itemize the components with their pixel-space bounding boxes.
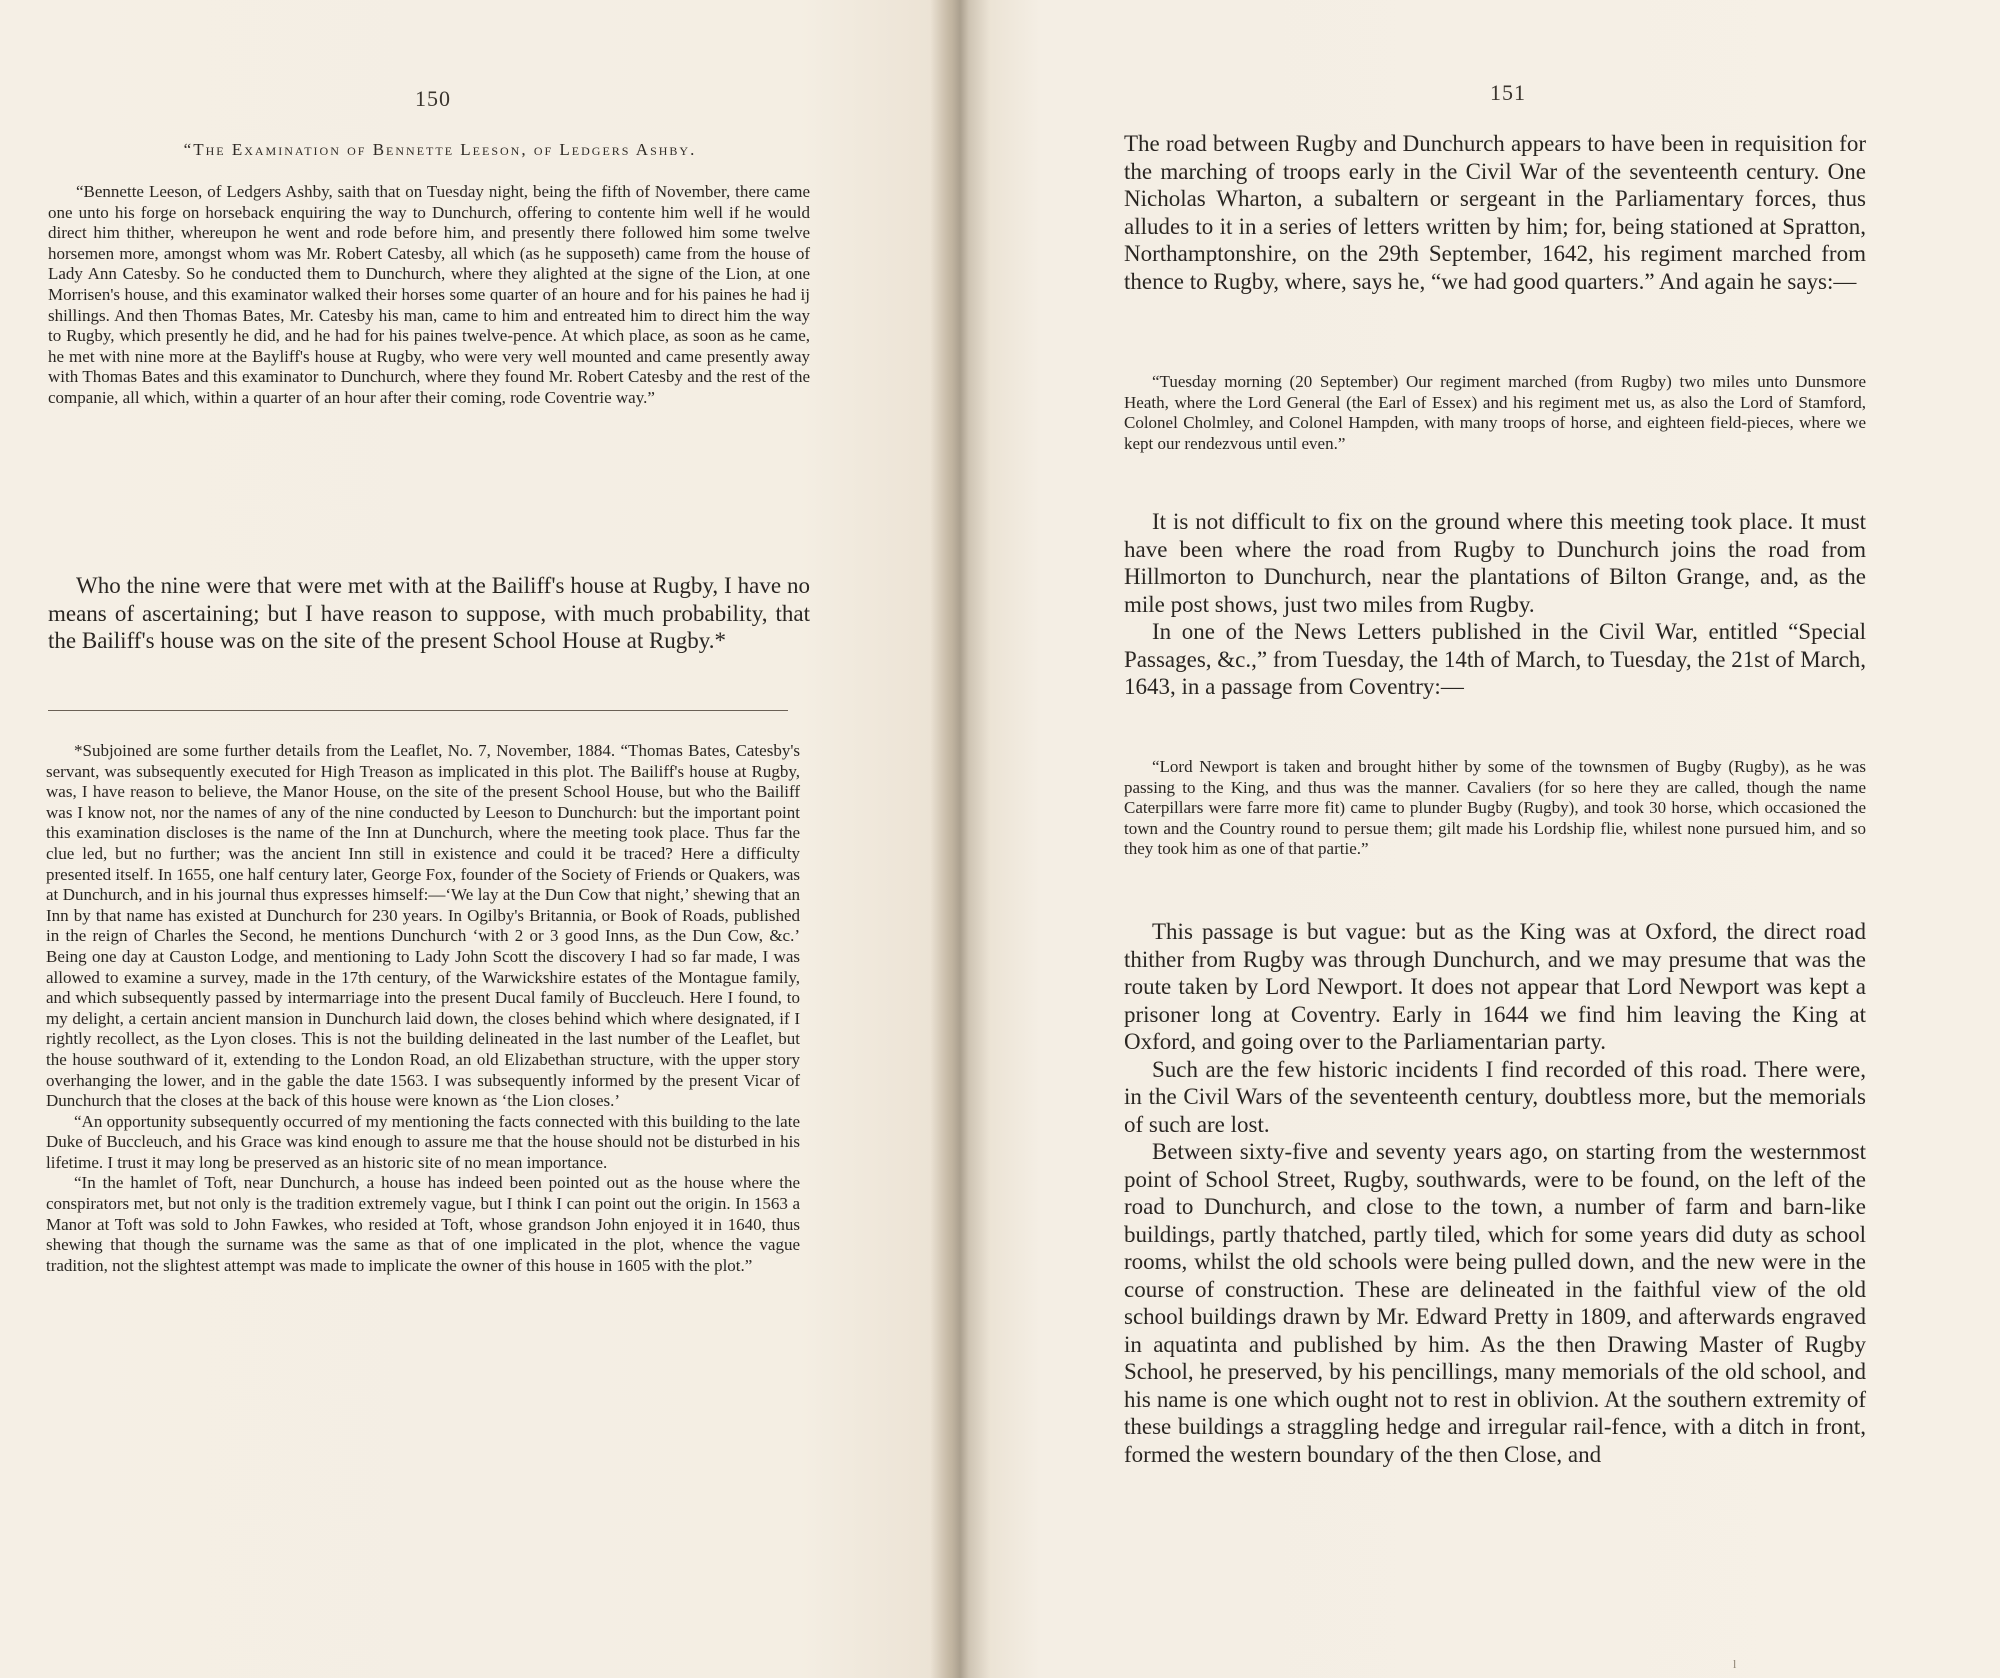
body-paragraph: Such are the few historic incidents I find recorded of this road. There were, in the Civil Wars of the seventeenth century, doubtless more, but the memorials of such are lost.: [1124, 1056, 1866, 1137]
footnote-paragraph: *Subjoined are some further details from the Leaflet, No. 7, November, 1884. “Thomas Bates, Catesby's servant, was subsequently executed for High Treason as implicated in this plot. The Bailiff's house at Rugby, was, I have reason to believe, the Manor House, on the site of the present School House, but who the Bailiff was I know not, nor the names of any of the nine conducted by Leeson to Dunchurch: but the important point this examination discloses is the name of the Inn at Dunchurch, where the meeting took place. Thus far the clue led, but no further; was the ancient Inn still in existence and could it be traced? Here a difficulty presented itself. In 1655, one half century later, George Fox, founder of the Society of Friends or Quakers, was at Dunchurch, and in his journal thus expresses himself:—‘We lay at the Dun Cow that night,’ shewing that an Inn by that name has existed at Dunchurch for 230 years. In Ogilby's Britannia, or Book of Roads, published in the reign of Charles the Second, he mentions Dunchurch ‘with 2 or 3 good Inns, as the Dun Cow, &c.’ Being one day at Causton Lodge, and mentioning to Lady John Scott the discovery I had so far made, I was allowed to examine a survey, made in the 17th century, of the Warwickshire estates of the Montague family, and which subsequently passed by intermarriage into the present Ducal family of Buccleuch. Here I found, to my delight, a certain ancient mansion in Dunchurch laid down, the closes behind which where designated, if I rightly recollect, as the Lyon closes. This is not the building delineated in the last number of the Leaflet, but the house southward of it, extending to the London Road, an old Elizabethan structure, with the upper story overhanging the lower, and in the gable the date 1563. I was subsequently informed by the present Vicar of Dunchurch that the closes at the back of this house were known as ‘the Lion closes.’: [46, 741, 800, 1111]
bailiff-house-paragraph: Who the nine were that were met with at the Bailiff's house at Rugby, I have no means of ascertaining; but I have reason to suppose, with much probability, that the Bailiff's house was on the site of the present School House at Rugby.*: [48, 573, 810, 653]
wharton-quote: “Tuesday morning (20 September) Our regiment marched (from Rugby) two miles unto Dunsmore Heath, where the Lord General (the Earl of Essex) and his regiment met us, as also the Lord of Stamford, Colonel Cholmley, and Colonel Hampden, with many troops of horse, and eighteen field-pieces, where we kept our rendezvous until even.”: [1124, 372, 1866, 453]
meeting-place-section: [1124, 508, 1866, 701]
examination-heading: “The Examination of Bennette Leeson, of Ledgers Ashby.: [183, 140, 697, 159]
right-page-number: 151: [1490, 80, 1526, 105]
footnote-paragraph: “An opportunity subsequently occurred of my mentioning the facts connected with this building to the late Duke of Buccleuch, and his Grace was kind enough to assure me that the house should not be disturbed in his lifetime. I trust it may long be preserved as an historic site of no mean importance.: [46, 1111, 800, 1172]
footnote-paragraph: “In the hamlet of Toft, near Dunchurch, a house has indeed been pointed out as the house where the conspirators met, but not only is the tradition extremely vague, but I think I can point out the origin. In 1563 a Manor at Toft was sold to John Fawkes, who resided at Toft, whose grandson John enjoyed it in 1640, thus shewing that though the surname was the same as that of one implicated in the plot, whence the vague tradition, not the slightest attempt was made to implicate the owner of this house in 1605 with the plot.”: [46, 1173, 800, 1275]
corner-mark: l: [1733, 1657, 1737, 1671]
school-buildings-section: [1124, 918, 1866, 1468]
body-paragraph: Between sixty-five and seventy years ago, on starting from the westernmost point of School Street, Rugby, southwards, were to be found, on the left of the road to Dunchurch, and close to the town, a number of farm and barn-like buildings, partly thatched, partly tiled, which for some years did duty as school rooms, whilst the old schools were being pulled down, and the new were in the course of construction. These are delineated in the faithful view of the old school buildings drawn by Mr. Edward Pretty in 1809, and afterwards engraved in aquatinta and published by him. As the then Drawing Master of Rugby School, he preserved, by his pencillings, many memorials of the old school, and his name is one which ought not to rest in oblivion. At the southern extremity of these buildings a straggling hedge and irregular rail-fence, with a ditch in front, formed the western boundary of the then Close, and: [1124, 1139, 1866, 1467]
body-paragraph: This passage is but vague: but as the King was at Oxford, the direct road thither from Rugby was through Dunchurch, and we may presume that was the route taken by Lord Newport. It does not appear that Lord Newport was kept a prisoner long at Coventry. Early in 1644 we find him leaving the King at Oxford, and going over to the Parliamentarian party.: [1124, 919, 1866, 1054]
newport-quote: “Lord Newport is taken and brought hither by some of the townsmen of Bugby (Rugby), as he was passing to the King, and thus was the manner. Cavaliers (for so here they are called, though the name Caterpillars were farre more fit) came to plunder Bugby (Rugby), and took 30 horse, which occasioned the town and the Country round to persue them; gilt made his Lordship flie, whilest none pursued him, and so they took him as one of that partie.”: [1124, 757, 1866, 859]
footnote: [46, 741, 800, 1276]
body-paragraph: It is not difficult to fix on the ground where this meeting took place. It must have been where the road from Rugby to Dunchurch joins the road from Hillmorton to Dunchurch, near the plantations of Bilton Grange, and, as the mile post shows, just two miles from Rugby.: [1124, 509, 1866, 617]
left-page-number: 150: [415, 86, 451, 111]
footnote-divider: [48, 710, 788, 711]
body-paragraph: In one of the News Letters published in the Civil War, entitled “Special Passages, &c.,” from Tuesday, the 14th of March, to Tuesday, the 21st of March, 1643, in a passage from Coventry:—: [1124, 619, 1866, 699]
book-gutter: [930, 0, 990, 1678]
civil-war-paragraph: The road between Rugby and Dunchurch appears to have been in requisition for the marching of troops early in the Civil War of the seventeenth century. One Nicholas Wharton, a subaltern or sergeant in the Parliamentary forces, thus alludes to it in a series of letters written by him; for, being stationed at Spratton, Northamptonshire, on the 29th September, 1642, his regiment marched from thence to Rugby, where, says he, “we had good quarters.” And again he says:—: [1124, 131, 1866, 294]
examination-quote: “Bennette Leeson, of Ledgers Ashby, saith that on Tuesday night, being the fifth of November, there came one unto his forge on horseback enquiring the way to Dunchurch, offering to contente him well if he would direct him thither, whereupon he went and rode before him, and presently there followed him some twelve horsemen more, amongst whom was Mr. Robert Catesby, all which (as he supposeth) came from the house of Lady Ann Catesby. So he conducted them to Dunchurch, where they alighted at the signe of the Lion, at one Morrisen's house, and this examinator walked their horses some quarter of an houre and for his paines he had ij shillings. And then Thomas Bates, Mr. Catesby his man, came to him and entreated him to direct him the way to Rugby, which presently he did, and he had for his paines twelve-pence. At which place, as soon as he came, he met with nine more at the Bayliff's house at Rugby, who were very well mounted and came presently away with Thomas Bates and this examinator to Dunchurch, where they found Mr. Robert Catesby and the rest of the companie, all which, within a quarter of an hour after their coming, rode Coventrie way.”: [48, 182, 810, 407]
